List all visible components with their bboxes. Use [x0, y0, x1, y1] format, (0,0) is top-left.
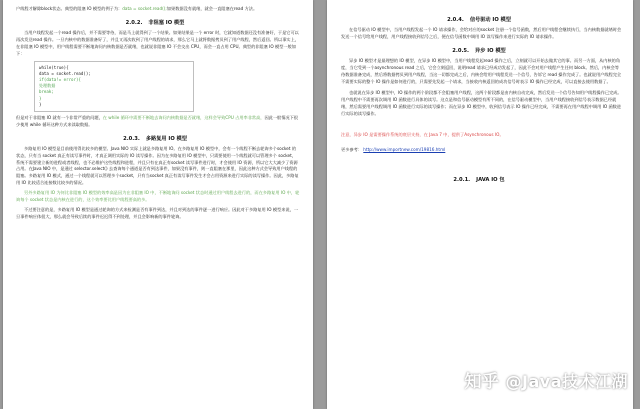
async-paragraph: 异步 IO 模型才是最理想的 IO 模型，在异步 IO 模型中，当用户线程发起read 操作之后，立刻就可以开始去做其它的事。而另一方面，从内核的角度，当它受到一个asynchronous read 之后，它会立刻返回，说明read 请求已经成功发起了，因此不会对用户线程产生任何 block。然后，内核会等待数据准备完成，然后将数据拷贝到用户线程，当这一切都完成之后，内核会给用户线程发送一个信号，告诉它 read 操作完成了。也就说用户线程完全不需要实际的整个 IO 操作是如何进行的，只需要先发起一个请求，当接收内核返回的成功信号时表示 IO 操作已经完成，可以直接去使用数据了。: [341, 57, 622, 84]
reference-link[interactable]: http://www.importnew.com/19816.html: [363, 146, 446, 152]
after-code-text: 但是对于非阻塞 IO 就有一个非常严重的问题，: [16, 114, 103, 120]
async-note-red: 注意，异步 IO 是需要操作系统的底层支持，在 Java 7 中，提供了Asynchronous IO。: [341, 132, 504, 138]
section-number: 2.0.3.: [123, 135, 140, 142]
multiplexing-note-paragraph: 不过要注意的是，多路复用 IO 模型是通过轮询的方式来检测是否有事件到达，并且对到达的事件逐一进行响应。因此对于多路复用 IO 模型来说，一旦事件响应体很大，那么就会导致后续的事件迟迟得不到处理，并且会影响新的事件轮询。: [16, 207, 299, 219]
intro-text: 户线程才解除block状态。典型的阻塞 IO 模型的例子为：: [16, 6, 123, 11]
watermark-text: @Java技术江湖: [505, 372, 628, 391]
multiplexing-green-paragraph: 另外多路复用 IO 为何比非阻塞 IO 模型的效率高是因为在非阻塞 IO 中，不断地询问 socket 状态时通过用户线程去进行的，而在多路复用 IO 中，轮询每个 socket 状态是内核在进行的，这个效率要比用户线程要高的多。: [16, 190, 300, 203]
async-paragraph-2: 也就说在异步 IO 模型中，IO 操作的两个阶段都不会阻塞用户线程，这两个阶段都是由内核自动完成，然后发送一个信号告知用户线程操作已完成。用户线程中不需要再次调用 IO 函数进行具体的读写。这点是和信号驱动模型有所不同的，在信号驱动模型中，当用户线程接收到信号表示数据已经就绪，然后需要用户线程调用 IO 函数进行实际的读写操作；而在异步 IO 模型中，收到信号表示 IO 操作已经完成，不需要再在用户线程中调用 IO 函数进行实际的读写操作。: [341, 90, 622, 117]
signal-paragraph: 在信号驱动 IO 模型中，当用户线程发起一个 IO 请求操作，会给对应的socket 注册一个信号函数，然后用户线程会继续执行，当内核数据就绪时会发送一个信号给用户线程，用户线程接收到信号之后，便在信号函数中调用 IO 读写操作来进行实际的 IO 请求操作。: [341, 27, 622, 39]
intro-text-end: 如果数据没有就绪，就会一直阻塞在read 方法。: [166, 6, 258, 11]
multiplexing-paragraph: 多路复用 IO 模型是目前使用得比较多的模型。Java NIO 实际上就是多路复用 IO。在多路复用 IO 模型中，会有一个线程不断去轮询多个socket 的状态，只有当 socket 真正有读写事件时，才真正调用实际的 IO 读写操作。因为在多路复用 IO 模型中，只需要使用一个线程就可以管理多个 socket，系统不需要建立新的进程或者线程，也不必维护这些线程和进程，并且只有在真正有socket 读写事件进行时，才会使用 IO 资源，所以它大大减少了资源占用。在Java NIO 中，是通过 selector.select() 去查询每个通道是否有到达事件，如果没有事件，则一直阻塞在那里，因此这种方式会导致用户线程的阻塞。多路复用 IO 模式，通过一个线程就可以管理多个socket，只有当socket 真正有读写事件发生才会占用资源来进行实际的读写操作。因此，多路复用 IO 比较适合连接数比较多的情况。: [16, 145, 299, 186]
section-title: JAVA IO 包: [476, 176, 505, 183]
code-line: }: [39, 95, 42, 101]
code-line: if(data!= error){: [39, 76, 81, 82]
code-block: [34, 61, 194, 112]
watermark: [464, 367, 628, 392]
after-code-paragraph: [16, 115, 300, 129]
reference-label: 更多参考：: [341, 146, 362, 152]
section-number: 2.0.4.: [447, 17, 464, 23]
zhihu-logo: 知乎: [464, 372, 500, 392]
section-heading-multiplexing: [16, 135, 300, 142]
section-title: 信号驱动 IO 模型: [469, 17, 511, 23]
section-heading-nonblocking: [16, 19, 300, 26]
document-page-left: [3, 0, 313, 409]
code-line: data = socket.read();: [39, 70, 91, 76]
code-line: break;: [39, 89, 54, 95]
code-line: }: [39, 101, 42, 107]
section-number: 2.0.1.: [453, 176, 471, 183]
section-heading-async: [341, 47, 623, 54]
section-heading-java-io: [341, 176, 623, 183]
code-line: while(true){: [39, 64, 69, 70]
section-title: 非阻塞 IO 模型: [148, 19, 185, 26]
reference-line: [341, 147, 623, 154]
section-number: 2.0.2.: [125, 19, 143, 26]
section-heading-signal: [341, 16, 623, 23]
after-code-text-end: 因此一般情况下很少使用 while 循环这种方式来读取数据。: [16, 114, 298, 127]
document-page-right: [327, 0, 633, 409]
section-title: 多路复用 IO 模型: [145, 135, 187, 142]
section-title: 异步 IO 模型: [475, 47, 506, 54]
code-line: 处理数据: [39, 83, 56, 89]
intro-paragraph: [16, 6, 300, 13]
nonblocking-paragraph: 当用户线程发起一个read 操作后，并不需要等待，而是马上就得到了一个结果。如果结果是一个 error 时，它就知道数据还没有准备好，于是它可以再次发送read 操作。一旦内核中的数据准备好了，并且又再次收到了用户线程的请求，那么它马上就将数据拷贝到了用户线程，然后返回。所以事实上，在非阻塞 IO 模型中，用户线程需要不断地询问内核数据是否就绪，也就说非阻塞 IO 不会交出 CPU，而会一直占用 CPU。典型的非阻塞 IO 模型一般如下：: [16, 29, 299, 56]
section-number: 2.0.5.: [452, 47, 470, 54]
after-code-green: 在 while 循环中需要不断地去询问内核数据是否就绪，这样会导致CPU 占用率非常高，: [102, 114, 265, 120]
intro-green-code: data = socket.read();: [122, 6, 167, 11]
